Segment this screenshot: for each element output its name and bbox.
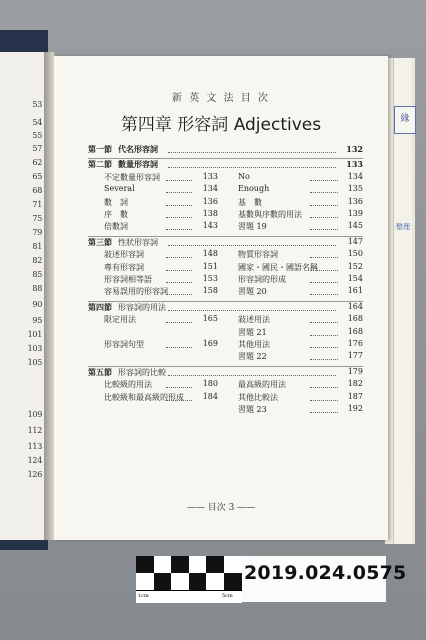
entry-page: 133 <box>202 171 218 181</box>
entry-title: 序 數 <box>104 210 128 219</box>
toc-entry-row <box>88 314 363 326</box>
entry-page: 161 <box>347 286 363 296</box>
section-page: 164 <box>347 301 363 311</box>
section-title: 形容詞的比較 <box>118 367 166 377</box>
page-footer: —— 目次 3 —— <box>186 503 256 513</box>
entry-title: 基 數 <box>238 197 262 207</box>
left-page-number: 68 <box>32 186 42 195</box>
toc-entry-row <box>88 351 363 363</box>
toc-entry-row <box>88 249 363 261</box>
left-page-number: 113 <box>27 442 42 451</box>
entry-title: 形容詞句型 <box>104 340 144 349</box>
chapter-title-zh: 第四章 形容詞 <box>120 115 229 135</box>
left-page-number: 75 <box>32 214 42 223</box>
entry-page: 136 <box>202 196 218 206</box>
entry-title: 習題 21 <box>238 327 267 337</box>
ruler-scale <box>136 590 242 603</box>
toc-entry-row <box>88 379 363 391</box>
checkerboard-scale <box>136 556 242 590</box>
chapter-title <box>54 110 388 135</box>
toc-entry-row <box>88 197 363 209</box>
entry-page: 158 <box>202 286 218 296</box>
section-page: 179 <box>347 366 363 376</box>
section-rule <box>88 301 363 302</box>
toc-entry-row <box>88 392 363 404</box>
left-page-number: 95 <box>32 316 42 325</box>
book-gutter <box>44 52 54 540</box>
left-page-number: 103 <box>27 344 42 353</box>
left-page-number: 55 <box>32 131 42 140</box>
left-page-number: 53 <box>32 100 42 109</box>
left-page-number: 82 <box>32 256 42 265</box>
toc-section-row <box>88 302 363 314</box>
entry-title: 習題 23 <box>238 405 267 414</box>
entry-title: 習題 22 <box>238 352 267 362</box>
page-header: 新 英 文 法 目 次 <box>172 93 270 104</box>
entry-title: 其他比較法 <box>238 392 278 402</box>
entry-page: 136 <box>347 196 363 206</box>
toc-entry-row <box>88 274 363 286</box>
left-page-number: 90 <box>32 300 42 309</box>
entry-title: 敍述形容詞 <box>104 250 144 260</box>
entry-page: 187 <box>347 391 363 401</box>
left-page-number: 79 <box>32 228 42 237</box>
entry-page: 134 <box>347 171 363 181</box>
toc-section-row <box>88 367 363 379</box>
entry-page: 176 <box>347 339 363 348</box>
entry-title: 習題 20 <box>238 287 267 297</box>
entry-title: 基數與序數的用法 <box>238 210 302 219</box>
toc-entry-row <box>88 172 363 184</box>
section-page: 147 <box>347 236 363 246</box>
toc-entry-row <box>88 339 363 351</box>
left-page-number: 101 <box>27 330 42 339</box>
entry-title: 限定用法 <box>104 315 136 325</box>
entry-page: 151 <box>202 261 218 271</box>
left-page-number: 54 <box>32 118 42 127</box>
left-page-number: 124 <box>27 456 42 465</box>
entry-page: 152 <box>347 261 363 271</box>
entry-page: 153 <box>202 274 218 283</box>
left-page-number: 62 <box>32 158 42 167</box>
section-rule <box>88 366 363 367</box>
section-page: 133 <box>346 159 363 170</box>
ruler-label: 1cm <box>138 593 149 599</box>
toc-entry-row <box>88 404 363 416</box>
side-tab: 緣 <box>394 106 416 134</box>
left-page-number: 112 <box>27 426 42 435</box>
toc-entry-row <box>88 221 363 233</box>
entry-title: 專有形容詞 <box>104 262 144 272</box>
toc-section-row <box>88 144 363 156</box>
entry-page: 148 <box>202 249 218 259</box>
entry-title: Several <box>104 184 135 194</box>
entry-title: 不定數量形容詞 <box>104 172 160 182</box>
section-number: 第四節 <box>88 301 112 312</box>
entry-title: 敍述用法 <box>238 315 270 325</box>
left-page-number: 85 <box>32 270 42 279</box>
section-rule <box>88 158 363 159</box>
entry-page: 169 <box>202 339 218 348</box>
entry-title: 比較級的用法 <box>104 380 152 390</box>
entry-page: 182 <box>347 379 363 389</box>
toc-section-row <box>88 159 363 171</box>
left-page-number: 81 <box>32 242 42 251</box>
entry-title: No <box>238 171 250 181</box>
toc-entry-row <box>88 262 363 274</box>
entry-page: 143 <box>202 221 218 231</box>
section-rule <box>88 236 363 237</box>
entry-title: 形容詞相等語 <box>104 275 152 284</box>
left-page <box>0 52 44 540</box>
left-page-number: 126 <box>27 470 42 479</box>
section-number: 第二節 <box>88 159 112 170</box>
entry-page: 165 <box>202 314 218 324</box>
entry-title: 其他用法 <box>238 340 270 349</box>
entry-page: 138 <box>202 209 218 218</box>
section-title: 代名形容詞 <box>118 144 158 154</box>
toc-section-row <box>88 237 363 249</box>
toc-entry-row <box>88 286 363 298</box>
entry-page: 135 <box>347 184 363 194</box>
section-title: 數量形容詞 <box>118 159 158 170</box>
section-title: 性狀形容詞 <box>118 237 158 247</box>
toc-entry-row <box>88 209 363 221</box>
entry-title: Enough <box>238 184 270 194</box>
entry-page: 145 <box>347 221 363 231</box>
left-page-number: 109 <box>27 410 42 419</box>
section-number: 第五節 <box>88 366 112 377</box>
entry-title: 倍數詞 <box>104 222 128 232</box>
left-page-number: 65 <box>32 172 42 181</box>
entry-title: 容易誤用的形容詞 <box>104 287 168 297</box>
entry-title: 物質形容詞 <box>238 250 278 260</box>
section-number: 第三節 <box>88 236 112 247</box>
left-page-number: 57 <box>32 144 42 153</box>
entry-page: 180 <box>202 379 218 389</box>
entry-page: 150 <box>347 249 363 259</box>
section-title: 形容詞的用法 <box>118 302 166 312</box>
ruler-label: 5cm <box>222 593 233 599</box>
section-number: 第一節 <box>88 144 112 154</box>
entry-page: 134 <box>202 184 218 194</box>
left-page-number: 88 <box>32 284 42 293</box>
toc-entry-row <box>88 184 363 196</box>
entry-page: 139 <box>347 209 363 218</box>
entry-page: 168 <box>347 314 363 324</box>
entry-page: 177 <box>347 351 363 361</box>
entry-title: 國家・國民・國語名稱 <box>238 262 318 272</box>
entry-page: 168 <box>347 326 363 336</box>
toc-entry-row <box>88 327 363 339</box>
entry-title: 最高級的用法 <box>238 380 286 390</box>
entry-title: 形容詞的形成 <box>238 275 286 284</box>
entry-title: 比較級和最高級的形成 <box>104 392 184 402</box>
left-page-number: 105 <box>27 358 42 367</box>
entry-page: 192 <box>347 404 363 413</box>
side-label: 整理 <box>396 223 410 231</box>
accession-number: 2019.024.0575 <box>244 562 407 584</box>
entry-page: 154 <box>347 274 363 283</box>
section-page: 132 <box>346 144 363 154</box>
entry-title: 數 詞 <box>104 197 128 207</box>
entry-page: 184 <box>202 391 218 401</box>
entry-title: 習題 19 <box>238 222 267 232</box>
chapter-title-en: Adjectives <box>233 115 322 135</box>
left-page-number: 71 <box>32 200 42 209</box>
